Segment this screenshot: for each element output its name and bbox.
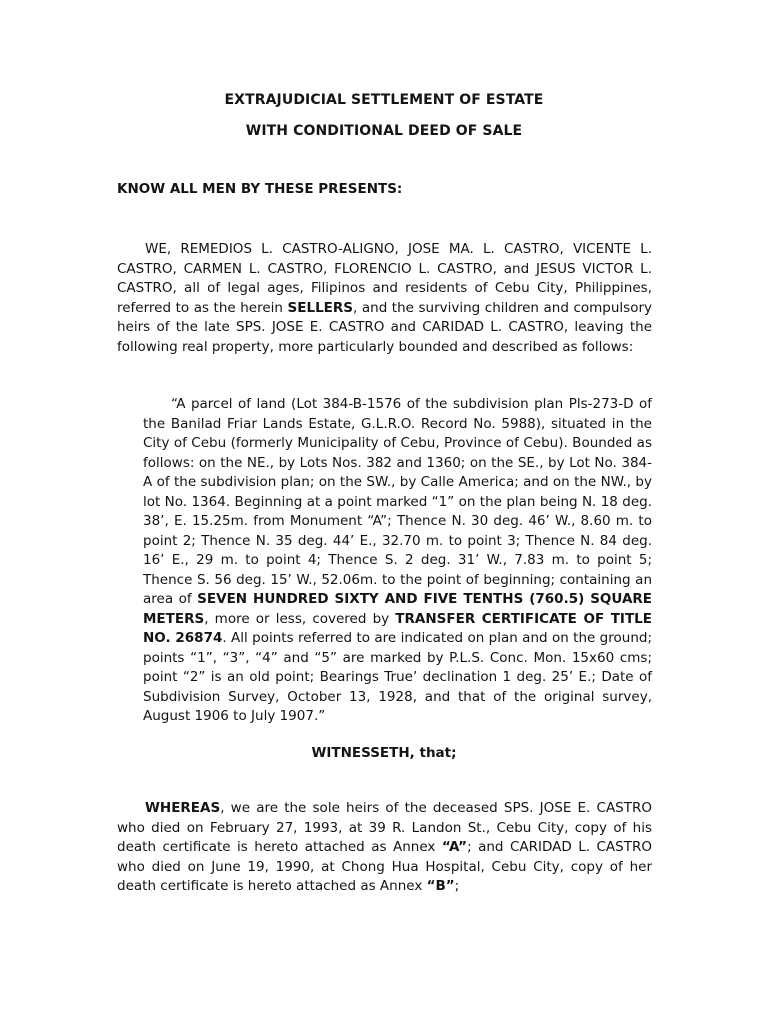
sellers-text-2: , and the surviving children and compulsory heirs of the late SPS. JOSE E. CASTRO and CARIDAD L. CASTRO, leaving the following real property, more particularly bounded and described as follows: [117, 299, 652, 355]
whereas-text-2: ; and CARIDAD L. CASTRO who died on June 19, 1990, at Chong Hua Hospital, Cebu City, copy of her death certificate is hereto attached as Annex [117, 839, 652, 894]
whereas-paragraph [117, 799, 652, 897]
document-title-line-2: WITH CONDITIONAL DEED OF SALE [245, 123, 523, 139]
document-title-line-1: EXTRAJUDICIAL SETTLEMENT OF ESTATE [224, 92, 544, 108]
whereas-text-1: , we are the sole heirs of the deceased SPS. JOSE E. CASTRO who died on February 27, 1993, at 39 R. Landon St., Cebu City, copy of his death certificate is hereto attached as Annex [117, 800, 652, 855]
quote-text-2: , more or less, covered by [204, 610, 396, 627]
know-all-men-heading: KNOW ALL MEN BY THESE PRESENTS: [117, 181, 403, 197]
whereas-text-3: ; [454, 878, 460, 894]
sellers-term: SELLERS [287, 299, 354, 316]
sellers-paragraph [117, 240, 652, 357]
sellers-text-1: WE, REMEDIOS L. CASTRO-ALIGNO, JOSE MA. L. CASTRO, VICENTE L. CASTRO, CARMEN L. CASTRO, FLORENCIO L. CASTRO, and JESUS VICTOR L. CASTRO, all of legal ages, Filipinos and residents of Cebu City, Philippines, referred to as the herein [117, 241, 652, 316]
quote-area-bold: SEVEN HUNDRED SIXTY AND FIVE TENTHS (760.5) SQUARE METERS [143, 591, 653, 627]
quote-title-bold: TRANSFER CERTIFICATE OF TITLE NO. 26874 [143, 610, 652, 646]
quote-text-3: . All points referred to are indicated on plan and on the ground; points “1”, “3”, “4” and “5” are marked by P.L.S. Conc. Mon. 15x60 cms; point “2” is an old point; Bearings True’ declination 1 deg. 25’ E.; Date of Subdivision Survey, October 13, 1928, and that of the original survey, August 1906 to July 1907.” [143, 630, 652, 724]
annex-a-bold: “A” [441, 839, 468, 855]
quote-text-1: “A parcel of land (Lot 384-B-1576 of the subdivision plan Pls-273-D of the Banilad Friar Lands Estate, G.L.R.O. Record No. 5988), situated in the City of Cebu (formerly Municipality of Cebu, Province of Cebu). Bounded as follows: on the NE., by Lots Nos. 382 and 1360; on the SE., by Lot No. 384-A of the subdivision plan; on the SW., by Calle America; and on the NW., by lot No. 1364. Beginning at a point marked “1” on the plan being N. 18 deg. 38’, E. 15.25m. from Monument “A”; Thence N. 30 deg. 46’ W., 8.60 m. to point 2; Thence N. 35 deg. 44’ E., 32.70 m. to point 3; Thence N. 84 deg. 16’ E., 29 m. to point 4; Thence S. 2 deg. 31’ W., 7.83 m. to point 5; Thence S. 56 deg. 15’ W., 52.06m. to the point of beginning; containing an area of [143, 396, 652, 607]
witnesseth-heading: WITNESSETH, that; [311, 745, 457, 761]
annex-b-bold: “B” [426, 878, 455, 894]
whereas-bold: WHEREAS [145, 800, 221, 816]
property-description-quote [143, 395, 652, 727]
